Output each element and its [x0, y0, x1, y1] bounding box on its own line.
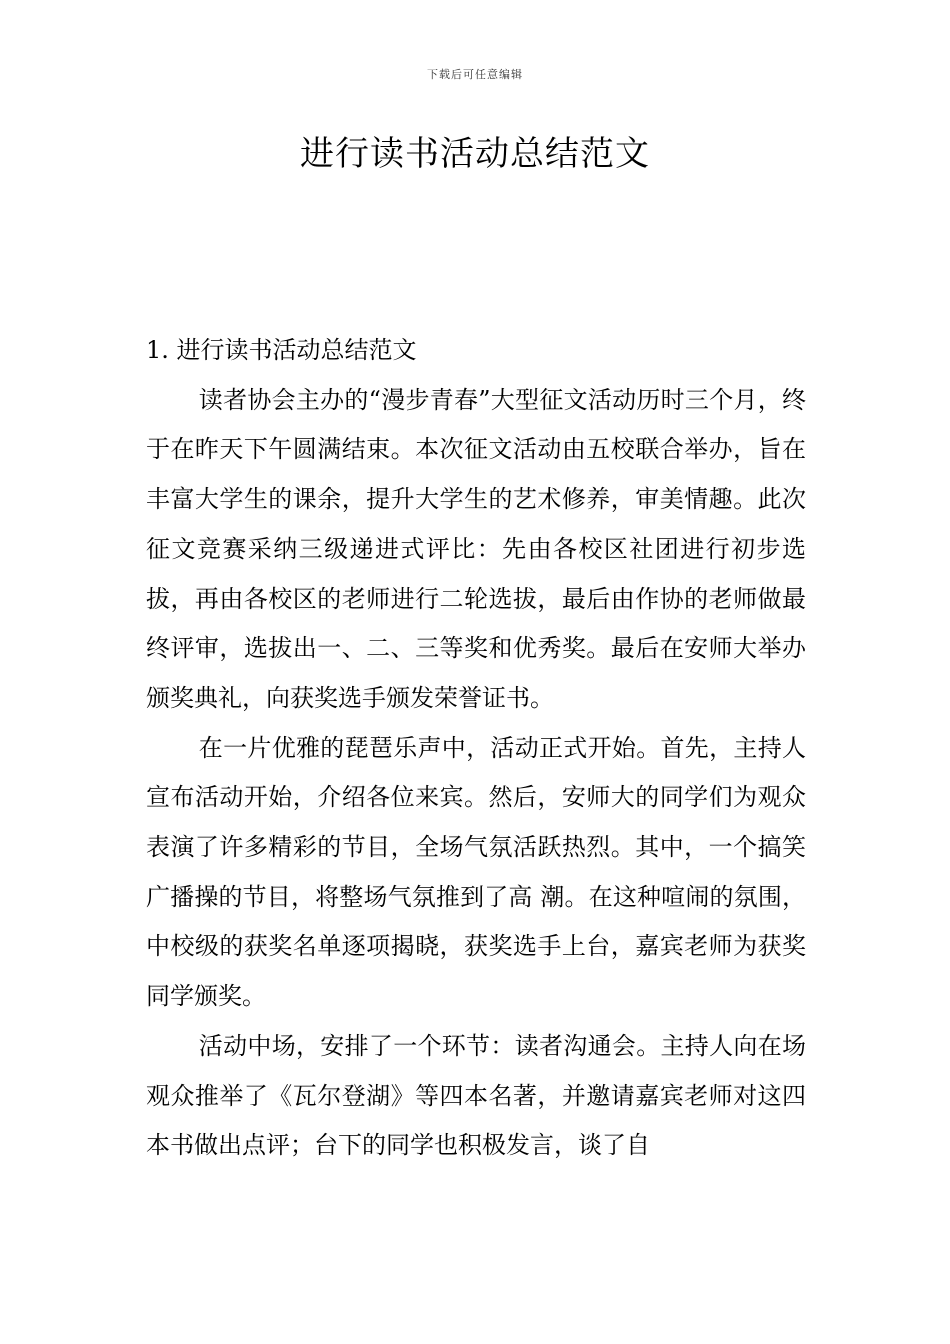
header-note: 下载后可任意编辑 [427, 68, 523, 81]
paragraph-1: 读者协会主办的“漫步青春”大型征文活动历时三个月，终于在昨天下午圆满结束。本次征文活动由五校联合举办，旨在丰富大学生的课余，提升大学生的艺术修养，审美情趣。此次征文竞赛采纳三级递进式评比：先由各校区社团进行初步选拔，再由各校区的老师进行二轮选拔，最后由作协的老师做最终评审，选拔出一、二、三等奖和优秀奖。最后在安师大举办颁奖典礼，向获奖选手颁发荣誉证书。 [146, 385, 806, 712]
document-body [146, 326, 806, 1171]
document-title: 进行读书活动总结范文 [300, 134, 650, 174]
paragraph-3: 活动中场，安排了一个环节：读者沟通会。主持人向在场观众推举了《瓦尔登湖》等四本名著，并邀请嘉宾老师对这四本书做出点评；台下的同学也积极发言，谈了自 [146, 1031, 806, 1160]
paragraph-2: 在一片优雅的琵琶乐声中，活动正式开始。首先，主持人宣布活动开始，介绍各位来宾。然后，安师大的同学们为观众表演了许多精彩的节目，全场气氛活跃热烈。其中，一个搞笑广播操的节目，将整场气氛推到了高 潮。在这种喧闹的氛围，中校级的获奖名单逐项揭晓，获奖选手上台，嘉宾老师为获奖同学颁奖。 [146, 733, 806, 1011]
section-heading: 1. 进行读书活动总结范文 [146, 336, 417, 364]
